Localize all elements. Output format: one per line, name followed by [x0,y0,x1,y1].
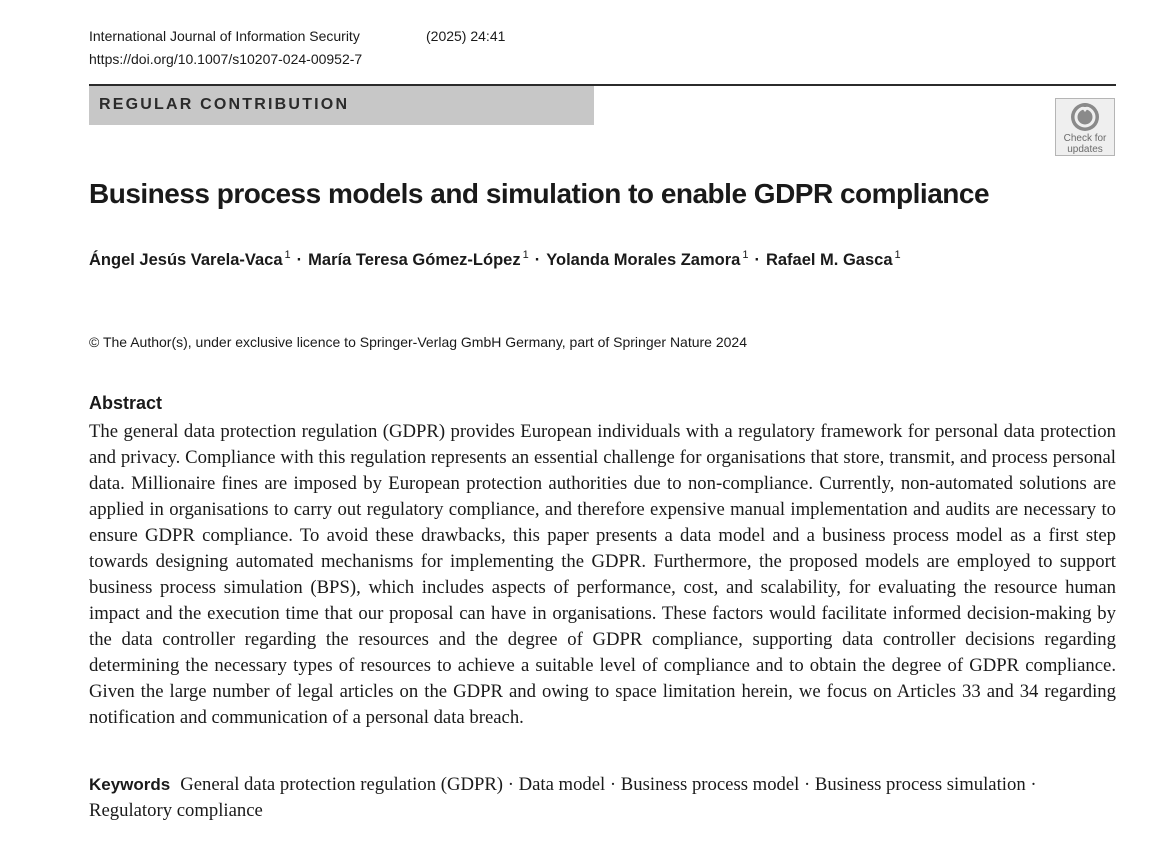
keywords-text: General data protection regulation (GDPR) · Data model · Business process model · Business process simulation · Regulatory compliance [89,774,1037,821]
abstract-heading: Abstract [89,393,163,413]
author-separator: · [296,251,303,269]
check-for-updates-button[interactable] [1055,98,1115,156]
contribution-type-band [89,86,594,125]
author-name[interactable]: Ángel Jesús Varela-Vaca [89,251,283,269]
author-separator: · [534,251,541,269]
copyright-notice: © The Author(s), under exclusive licence to Springer-Verlag GmbH Germany, part of Springer Nature 2024 [89,334,747,350]
keywords-section [89,772,1116,824]
abstract-text: The general data protection regulation (GDPR) provides European individuals with a regulatory framework for personal data protection and privacy. Compliance with this regulation represents an essential challenge for organisations that store, transmit, and process personal data. Millionaire fines are imposed by European protection authorities due to non-compliance. Currently, non-automated solutions are applied in organisations to carry out regulatory compliance, and therefore expensive manual implementation and audits are necessary to ensure GDPR compliance. To avoid these drawbacks, this paper presents a data model and a business process model as a first step towards designing automated mechanisms for implementing the GDPR. Furthermore, the proposed models are employed to support business process simulation (BPS), which includes aspects of performance, cost, and scalability, for evaluating the resource human impact and the execution time that our proposal can have in organisations. These factors would facilitate informed decision-making by the data controller regarding the resources and the degree of GDPR compliance, supporting data controller decisions regarding determining the necessary types of resources to achieve a suitable level of compliance and to obtain the degree of GDPR compliance. Given the large number of legal articles on the GDPR and owing to space limitation herein, we focus on Articles 33 and 34 regarding notification and communication of a personal data breach. [89,421,1116,728]
author-name[interactable]: Yolanda Morales Zamora [546,251,741,269]
author-list [89,251,901,270]
keywords-heading: Keywords [89,775,171,794]
affiliation-marker[interactable]: 1 [522,249,529,261]
check-updates-icon [1069,101,1101,133]
author-name[interactable]: Rafael M. Gasca [765,251,893,269]
affiliation-marker[interactable]: 1 [894,249,901,261]
journal-name: International Journal of Information Security [89,28,360,44]
author-name[interactable]: María Teresa Gómez-López [308,251,521,269]
doi-link[interactable]: https://doi.org/10.1007/s10207-024-00952-7 [89,51,363,67]
affiliation-marker[interactable]: 1 [742,249,749,261]
affiliation-marker[interactable]: 1 [284,249,291,261]
paper-title: Business process models and simulation to enable GDPR compliance [89,178,990,209]
contribution-type-label: REGULAR CONTRIBUTION [99,96,350,113]
check-updates-label: Check for updates [1063,133,1107,155]
journal-issue: (2025) 24:41 [426,28,506,44]
author-separator: · [754,251,760,269]
